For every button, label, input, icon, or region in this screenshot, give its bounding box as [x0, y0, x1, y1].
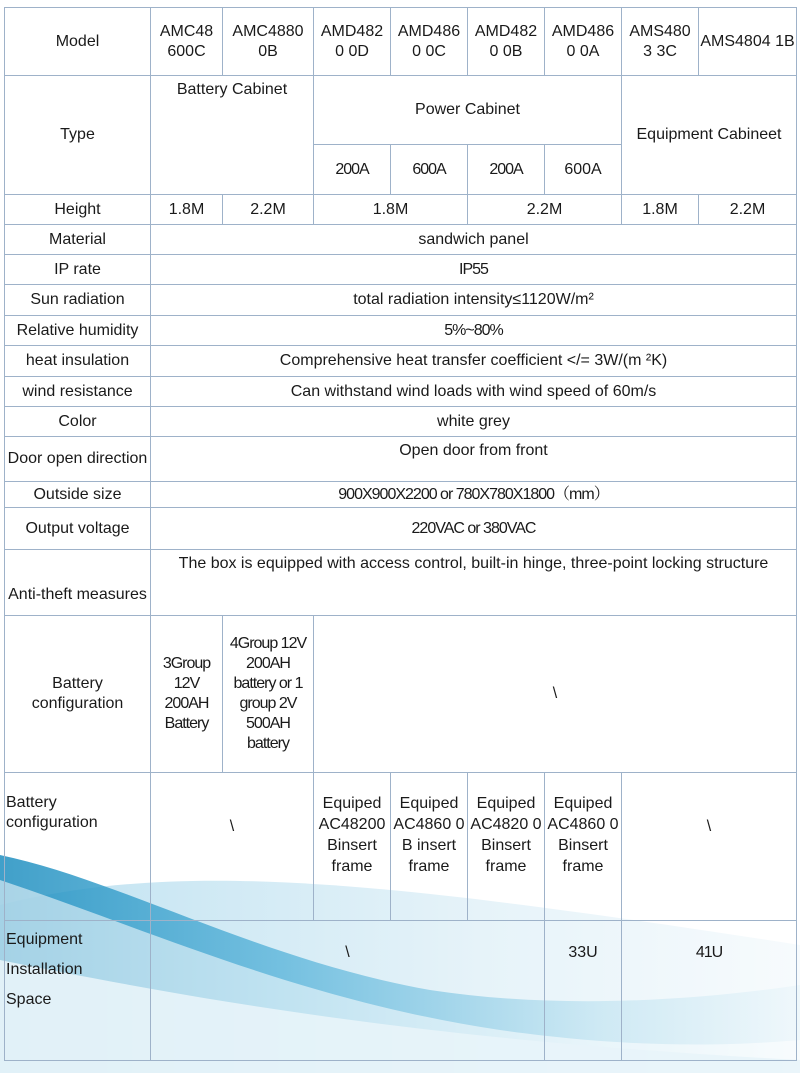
equipment-cabinet-type: Equipment Cabineet — [622, 76, 797, 195]
spec-value: Open door from front — [151, 437, 797, 482]
battery-config-amc48800b: 4Group 12V 200AH battery or 1 group 2V 500AH battery — [223, 616, 314, 773]
battery-frame-row — [5, 773, 797, 921]
spec-row — [5, 255, 797, 285]
power-current-200a: 200A — [314, 145, 391, 195]
model-amc48800b: AMC4880 0B — [223, 8, 314, 76]
power-cabinet-type: Power Cabinet — [314, 76, 622, 145]
spec-label: Door open direction — [5, 437, 151, 482]
battery-frame-label: Battery configuration — [5, 773, 151, 921]
power-current-200a: 200A — [468, 145, 545, 195]
battery-frame-amd48200d: Equiped AC48200 Binsert frame — [314, 773, 391, 921]
spec-row — [5, 437, 797, 482]
spec-value: 220VAC or 380VAC — [151, 508, 797, 550]
spec-label: Relative humidity — [5, 316, 151, 346]
spec-label: wind resistance — [5, 377, 151, 407]
height-value: 1.8M — [314, 195, 468, 225]
spec-label: Anti-theft measures — [5, 550, 151, 616]
height-value: 1.8M — [622, 195, 699, 225]
spec-row — [5, 285, 797, 316]
height-value: 2.2M — [468, 195, 622, 225]
spec-label: Color — [5, 407, 151, 437]
spec-value: The box is equipped with access control, built-in hinge, three-point locking structure — [151, 550, 797, 616]
battery-frame-none: \ — [151, 773, 314, 921]
type-label: Type — [5, 76, 151, 195]
model-ams48033c: AMS480 3 3C — [622, 8, 699, 76]
spec-row — [5, 346, 797, 377]
spec-label: heat insulation — [5, 346, 151, 377]
battery-cabinet-type: Battery Cabinet — [151, 76, 314, 195]
installation-space-41u: 41U — [622, 921, 797, 1061]
battery-config-row — [5, 616, 797, 773]
spec-row — [5, 407, 797, 437]
model-ams48041b: AMS4804 1B — [699, 8, 797, 76]
spec-label: Output voltage — [5, 508, 151, 550]
spec-value: total radiation intensity≤1120W/m² — [151, 285, 797, 316]
spec-row — [5, 482, 797, 508]
battery-config-amc48600c: 3Group 12V 200AH Battery — [151, 616, 223, 773]
spec-label: IP rate — [5, 255, 151, 285]
spec-value: Can withstand wind loads with wind speed of 60m/s — [151, 377, 797, 407]
spec-row — [5, 377, 797, 407]
installation-space-row — [5, 921, 797, 1061]
installation-space-33u: 33U — [545, 921, 622, 1061]
height-row — [5, 195, 797, 225]
spec-row — [5, 550, 797, 616]
height-value: 2.2M — [223, 195, 314, 225]
installation-space-none: \ — [151, 921, 545, 1061]
battery-config-label: Battery configuration — [5, 616, 151, 773]
type-row-top — [5, 76, 797, 145]
spec-label: Sun radiation — [5, 285, 151, 316]
spec-row — [5, 508, 797, 550]
battery-frame-amd48600c: Equiped AC4860 0 B insert frame — [391, 773, 468, 921]
spec-value: IP55 — [151, 255, 797, 285]
model-amd48200d: AMD482 0 0D — [314, 8, 391, 76]
battery-frame-amd48200b: Equiped AC4820 0 Binsert frame — [468, 773, 545, 921]
model-amd48200b: AMD482 0 0B — [468, 8, 545, 76]
spec-label: Outside size — [5, 482, 151, 508]
battery-frame-amd48600a: Equiped AC4860 0 Binsert frame — [545, 773, 622, 921]
height-value: 1.8M — [151, 195, 223, 225]
specification-table — [4, 7, 797, 1061]
battery-config-none: \ — [314, 616, 797, 773]
power-current-600a: 600A — [545, 145, 622, 195]
spec-row — [5, 225, 797, 255]
spec-value: sandwich panel — [151, 225, 797, 255]
height-label: Height — [5, 195, 151, 225]
height-value: 2.2M — [699, 195, 797, 225]
model-amc48600c: AMC48 600C — [151, 8, 223, 76]
model-amd48600a: AMD486 0 0A — [545, 8, 622, 76]
spec-value: 900X900X2200 or 780X780X1800（mm） — [151, 482, 797, 508]
spec-label: Material — [5, 225, 151, 255]
power-current-600a: 600A — [391, 145, 468, 195]
spec-value: Comprehensive heat transfer coefficient </= 3W/(m ²K) — [151, 346, 797, 377]
spec-value: white grey — [151, 407, 797, 437]
model-row — [5, 8, 797, 76]
battery-frame-none: \ — [622, 773, 797, 921]
spec-value: 5%~80% — [151, 316, 797, 346]
spec-row — [5, 316, 797, 346]
model-label: Model — [5, 8, 151, 76]
installation-space-label: Equipment Installation Space — [5, 921, 151, 1061]
model-amd48600c: AMD486 0 0C — [391, 8, 468, 76]
